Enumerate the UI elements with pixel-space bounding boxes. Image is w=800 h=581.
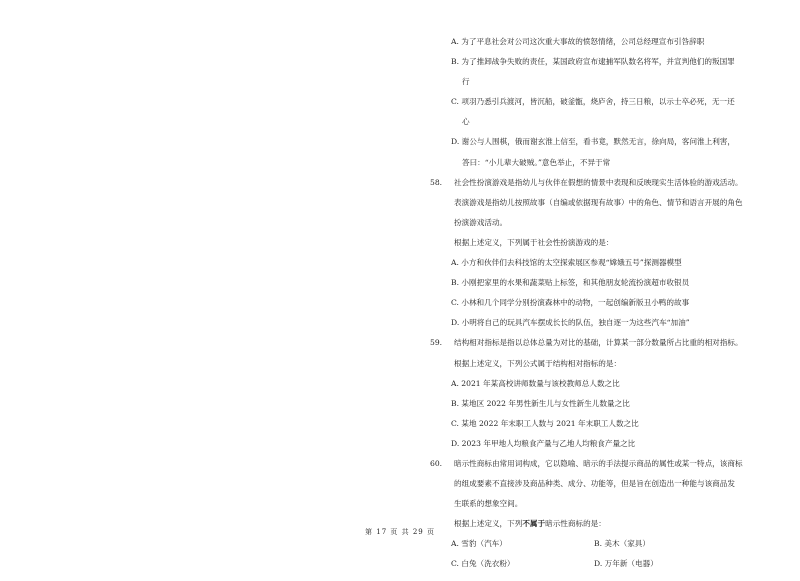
q59-text-1: 结构相对指标是指以总体总量为对比的基础，计算某一部分数量所占比重的相对指标。	[454, 338, 743, 348]
q58-option-b: B. 小刚把家里的水果和蔬菜贴上标签，和其他朋友轮流扮演超市收银员	[451, 278, 690, 288]
q57-option-d-continued: 答曰：“小儿辈大破贼。”意色举止，不异于常	[462, 157, 611, 167]
q59-stem-line-1	[430, 339, 760, 347]
q60-stem-line-3: 生联系的想象空间。	[454, 499, 523, 509]
q58-text-1: 社会性扮演游戏是指幼儿与伙伴在假想的情景中表现和反映现实生活体验的游戏活动。	[454, 177, 743, 187]
q57-option-c-continued: 心	[462, 117, 470, 127]
q60-option-d: D. 万年新（电器）	[594, 559, 658, 569]
q58-stem-line-3: 扮演游戏活动。	[454, 217, 508, 227]
q58-stem-line-1	[430, 179, 760, 187]
q59-number: 59.	[430, 338, 443, 348]
q60-options-row-2	[430, 560, 760, 568]
q58-option-d: D. 小明将自己的玩具汽车摆成长长的队伍，独自逐一为这些汽车“加油”	[451, 318, 690, 328]
q60-option-c: C. 白兔（洗衣粉）	[451, 559, 515, 569]
q58-option-c: C. 小林和几个同学分别扮演森林中的动物，一起创编新版丑小鸭的故事	[451, 298, 690, 308]
q59-prompt: 根据上述定义，下列公式属于结构相对指标的是：	[454, 358, 622, 368]
q58-prompt: 根据上述定义，下列属于社会性扮演游戏的是：	[454, 237, 614, 247]
q60-prompt-before: 根据上述定义，下列	[454, 519, 523, 529]
q59-option-a: A. 2021 年某高校讲师数量与该校教师总人数之比	[451, 378, 620, 388]
page-content	[430, 38, 760, 581]
q60-stem-line-1	[430, 460, 760, 468]
q60-prompt-after: 暗示性商标的是：	[545, 519, 606, 529]
q57-option-c: C. 项羽乃悉引兵渡河，皆沉船，破釜甑，烧庐舍，持三日粮，以示士卒必死，无一还	[451, 97, 735, 107]
q59-option-d: D. 2023 年甲地人均粮食产量与乙地人均粮食产量之比	[451, 438, 636, 448]
q60-text-1: 暗示性商标由常用词构成，它以隐喻、暗示的手法提示商品的属性或某一特点，该商标	[454, 458, 743, 468]
q60-options-row-1	[430, 540, 760, 548]
q60-number: 60.	[430, 458, 443, 468]
q59-option-b: B. 某地区 2022 年男性新生儿与女性新生儿数量之比	[451, 398, 630, 408]
q58-option-a: A. 小方和伙伴们去科技馆的太空探索展区参观“嫦娥五号”探测器模型	[451, 258, 682, 268]
q60-stem-line-2: 的组成要素不直接涉及商品种类、成分、功能等，但是旨在创造出一种能与该商品发	[454, 479, 735, 489]
q60-option-b: B. 美木（家具）	[594, 539, 650, 549]
q60-option-a: A. 雪豹（汽车）	[451, 539, 507, 549]
q59-option-c: C. 某地 2022 年末职工人数与 2021 年末职工人数之比	[451, 418, 639, 428]
q57-option-d: D. 谢公与人围棋，俄而谢玄淮上信至，看书竟，默然无言，徐向局，客问淮上利害，	[451, 137, 736, 147]
q58-stem-line-2: 表演游戏是指幼儿按照故事（自编或依据现有故事）中的角色、情节和语言开展的角色	[454, 197, 743, 207]
q57-option-a: A. 为了平息社会对公司这次重大事故的愤怒情绪，公司总经理宣布引咎辞职	[451, 37, 705, 46]
q58-number: 58.	[430, 177, 443, 187]
q57-option-b-continued: 行	[462, 77, 470, 87]
q60-prompt-emphasis: 不属于	[522, 519, 546, 529]
q57-option-b: B. 为了推卸战争失败的责任，某国政府宣布逮捕军队数名将军，并宣判他们的叛国罪	[451, 57, 735, 67]
page-number-footer: 第 17 页 共 29 页	[365, 528, 435, 536]
